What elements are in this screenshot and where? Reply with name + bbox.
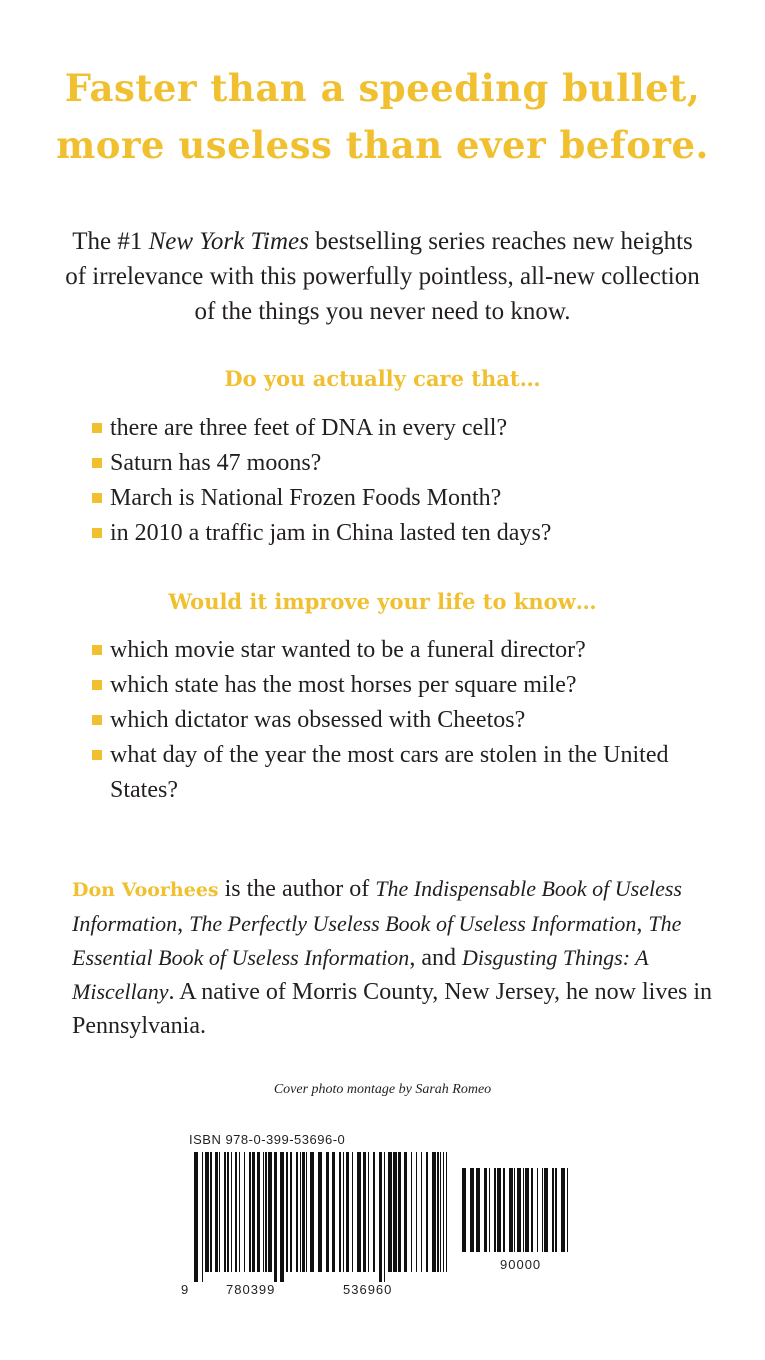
bio-text: , [636,911,649,937]
barcode-bar [265,1152,267,1272]
barcode-bar [542,1168,543,1252]
list-item [92,738,712,808]
barcode-bar [514,1168,515,1252]
barcode-bar [215,1152,218,1272]
list-item-text: Saturn has 47 moons? [110,450,322,476]
barcode-bar [523,1168,524,1252]
barcode-bar [443,1152,444,1272]
barcode-bar [561,1168,565,1252]
bio-text: , [177,911,190,937]
barcode-bar [249,1152,251,1272]
barcode-bar [286,1152,288,1272]
barcode-bar [544,1168,548,1252]
list-item-text: which dictator was obsessed with Cheetos? [110,707,526,733]
section-1-heading: Do you actually care that… [224,366,541,391]
barcode-bar [343,1152,344,1272]
square-bullet-icon [92,493,102,503]
list-item [92,481,712,516]
headline-line-2: more useless than ever before. [56,123,709,167]
barcode-addon-digits: 90000 [500,1257,542,1272]
barcode-bar [489,1168,490,1252]
barcode-bar [300,1152,301,1272]
list-item-text: in 2010 a traffic jam in China lasted ten days? [110,520,552,546]
isbn-label: ISBN 978-0-399-53696-0 [189,1132,346,1147]
square-bullet-icon [92,458,102,468]
book-title: The Essential Book of Useless Information [72,911,682,970]
barcode-bar [494,1168,496,1252]
list-item [92,633,712,668]
barcode-bar [310,1152,314,1272]
barcode-bar [363,1152,366,1272]
square-bullet-icon [92,750,102,760]
barcode-bar [555,1168,557,1252]
barcode-bar [552,1168,554,1252]
barcode-bar [421,1152,422,1272]
barcode-bar [252,1152,255,1272]
list-item-text: which movie star wanted to be a funeral director? [110,637,586,663]
list-item [92,668,712,703]
barcode-bar [497,1168,501,1252]
barcode-bar [411,1152,412,1272]
list-item-text: there are three feet of DNA in every cell? [110,415,508,441]
author-name: Don Voorhees [72,879,219,901]
book-title: The Indispensable Book of Useless Information [72,876,682,936]
bio-text: , and [409,945,462,971]
author-bio [72,872,712,1043]
barcode-bar [210,1152,212,1272]
barcode-bar [379,1152,382,1282]
barcode-bar [346,1152,349,1272]
square-bullet-icon [92,423,102,433]
barcode-bar [517,1168,521,1252]
barcode-bar [263,1152,264,1272]
bio-text: . A native of Morris County, New Jersey, he now lives in Pennsylvania. [72,979,713,1039]
barcode-bar [368,1152,369,1272]
barcode-bar [219,1152,220,1272]
square-bullet-icon [92,528,102,538]
barcode-bar [296,1152,298,1272]
barcode-bar [326,1152,329,1272]
list-item-text: what day of the year the most cars are stolen in the United States? [110,742,669,803]
barcode-bar [484,1168,487,1252]
section-2-heading: Would it improve your life to know… [168,589,597,614]
barcode-bar [462,1168,466,1252]
intro-pre: The #1 [72,228,149,255]
barcode-left-digits: 780399 [226,1282,276,1297]
book-title: Disgusting Things: A Miscellany [72,945,649,1004]
barcode-bar [476,1168,480,1252]
barcode-bar [537,1168,538,1252]
list-item-text: which state has the most horses per square mile? [110,672,577,698]
barcode-bar [244,1152,245,1272]
list-item-text: March is National Frozen Foods Month? [110,485,502,511]
barcode-bar [416,1152,417,1272]
barcode-bar [239,1152,240,1272]
list-item [92,516,712,551]
barcode-bar [205,1152,209,1272]
intro-post: bestselling series reaches new heights of irrelevance with this powerfully pointless, all-new collection of the things you never need to know. [65,228,700,325]
barcode-bar [446,1152,447,1272]
barcode-bar [227,1152,229,1272]
barcode-bar [302,1152,305,1272]
square-bullet-icon [92,715,102,725]
barcode-bar [306,1152,307,1272]
barcode-bar [290,1152,292,1272]
barcode-bar [437,1152,439,1272]
barcode-bar [274,1152,277,1282]
barcode-bar [388,1152,392,1272]
barcode-bar [202,1152,203,1282]
bio-text: is the author of [218,876,376,902]
barcode-bar [404,1152,407,1272]
barcode-right-digits: 536960 [343,1282,393,1297]
barcode-bar [352,1152,353,1272]
barcode-bar [426,1152,428,1272]
barcode-bar [235,1152,237,1272]
barcode-bar [525,1168,529,1252]
list-item [92,703,712,738]
headline-line-1: Faster than a speeding bullet, [64,66,701,110]
barcode-bar [440,1152,441,1272]
headline [0,60,765,174]
section-1-list [92,411,712,551]
barcode-bar [231,1152,232,1272]
barcode-bar [318,1152,322,1272]
barcode-bar [531,1168,533,1252]
section-2-list [92,633,712,808]
barcode-bar [432,1152,436,1272]
square-bullet-icon [92,645,102,655]
main-barcode-bars [194,1152,447,1282]
barcode-bar [503,1168,505,1252]
intro-newspaper: New York Times [148,228,309,255]
square-bullet-icon [92,680,102,690]
barcode-bar [398,1152,401,1272]
addon-barcode-bars [462,1168,568,1252]
barcode-bar [509,1168,513,1252]
photo-credit: Cover photo montage by Sarah Romeo [273,1082,492,1097]
barcode-bar [384,1152,385,1282]
barcode-lead-digit: 9 [181,1282,189,1297]
barcode-bar [224,1152,226,1272]
barcode-bar [257,1152,260,1272]
barcode-bar [339,1152,341,1272]
list-item [92,446,712,481]
barcode-bar [567,1168,568,1252]
barcode-bar [194,1152,198,1282]
barcode-bar [373,1152,375,1272]
barcode-bar [357,1152,361,1272]
list-item [92,411,712,446]
barcode-bar [332,1152,335,1272]
barcode-bar [470,1168,474,1252]
barcode-bar [268,1152,272,1272]
book-title: The Perfectly Useless Book of Useless Information [189,911,637,936]
intro-paragraph [60,224,705,329]
barcode-bar [280,1152,284,1282]
barcode-bar [393,1152,397,1272]
